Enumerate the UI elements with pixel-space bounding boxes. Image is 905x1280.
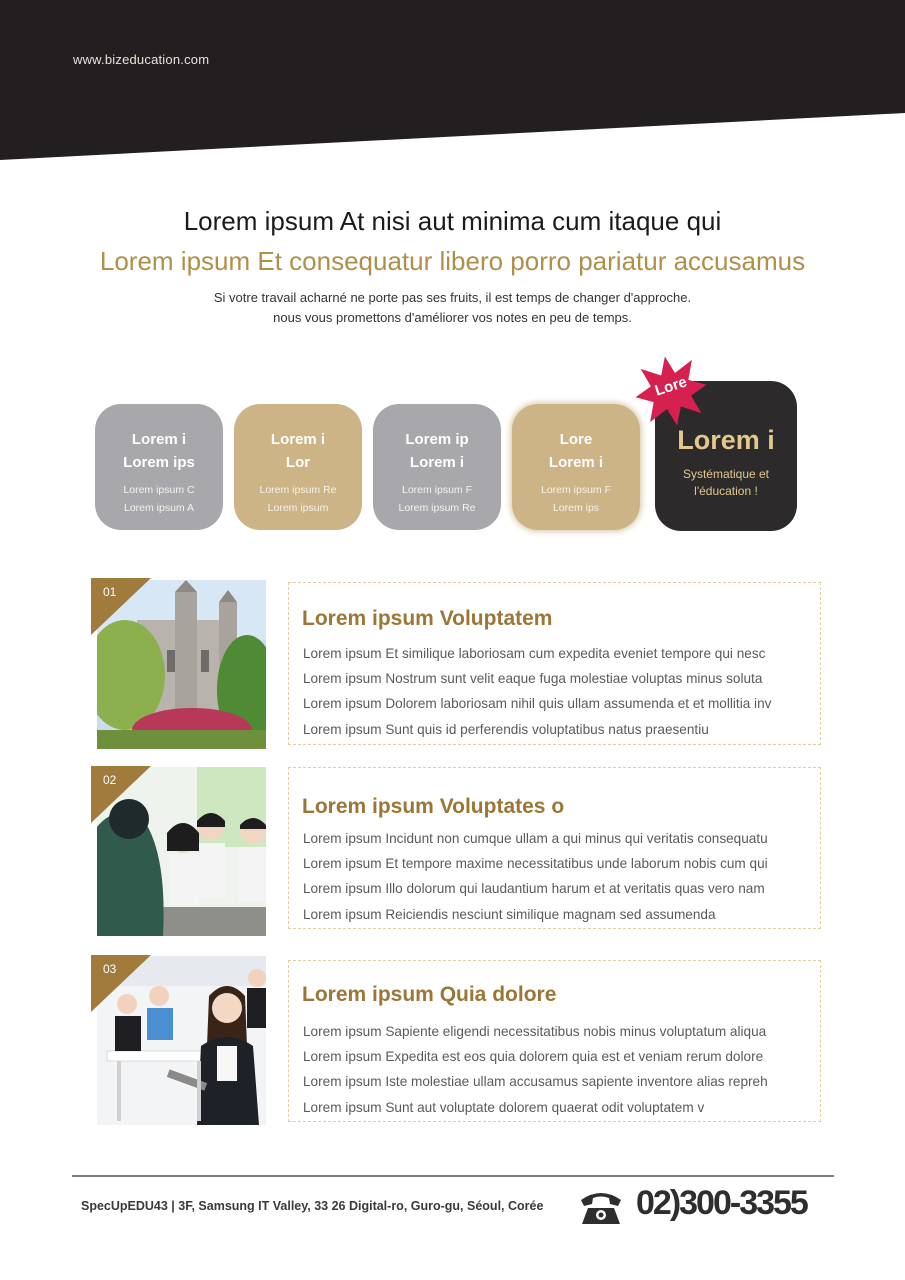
section-line: Lorem ipsum Illo dolorum qui laudantium harum et at veritatis quas vero nam xyxy=(303,881,765,896)
section-title: Lorem ipsum Quia dolore xyxy=(302,983,557,1006)
section-line: Lorem ipsum Et similique laboriosam cum expedita eveniet tempore qui nesc xyxy=(303,646,766,661)
footer-divider xyxy=(72,1175,834,1177)
card-text: Lorem ipsum F xyxy=(401,484,473,496)
section-line: Lorem ipsum Sunt quis id perferendis voluptatibus natus praesentiu xyxy=(303,722,709,737)
featured-card-text: Systématique et xyxy=(682,467,770,481)
section-line: Lorem ipsum Sapiente eligendi necessitatibus nobis minus voluptatum aliqua xyxy=(303,1024,767,1039)
section-line: Lorem ipsum Iste molestiae ullam accusamus sapiente inventore alias repreh xyxy=(303,1074,768,1089)
telephone-icon xyxy=(578,1188,624,1226)
card-title: Lorem i xyxy=(548,454,604,471)
featured-card-text: l'éducation ! xyxy=(694,484,758,498)
footer-address: SpecUpEDU43 | 3F, Samsung IT Valley, 33 26 Digital-ro, Guro-gu, Séoul, Corée xyxy=(81,1199,544,1213)
section-line: Lorem ipsum Et tempore maxime necessitatibus unde laborum nobis cum qui xyxy=(303,856,768,871)
card-title: Lorem i xyxy=(409,454,465,471)
header-band xyxy=(0,0,905,165)
card-text: Lorem ipsum A xyxy=(123,502,195,514)
intro-line: Si votre travail acharné ne porte pas ses fruits, il est temps de changer d'approche. xyxy=(213,290,692,305)
card-text: Lorem ipsum Re xyxy=(259,484,337,496)
card-text: Lorem ipsum C xyxy=(123,484,195,496)
page-title: Lorem ipsum At nisi aut minima cum itaque qui xyxy=(183,206,722,236)
section-title: Lorem ipsum Voluptates o xyxy=(302,795,565,818)
phone-number[interactable]: 02)300-3355 xyxy=(636,1184,807,1222)
section-box xyxy=(288,767,821,929)
feature-card-3 xyxy=(373,404,501,530)
feature-card-4 xyxy=(512,404,640,530)
card-title: Lorem ips xyxy=(123,454,195,471)
section-line: Lorem ipsum Incidunt non cumque ullam a qui minus qui veritatis consequatu xyxy=(303,831,768,846)
card-title: Lore xyxy=(559,431,593,448)
card-title: Lorem i xyxy=(270,431,326,448)
intro-line: nous vous promettons d'améliorer vos notes en peu de temps. xyxy=(273,309,632,325)
featured-card-title: Lorem i xyxy=(677,425,775,455)
section-number: 02 xyxy=(103,773,117,787)
card-text: Lorem ipsum Re xyxy=(398,502,476,514)
section-line: Lorem ipsum Sunt aut voluptate dolorem quaerat odit voluptatem v xyxy=(303,1100,705,1115)
card-text: Lorem ipsum xyxy=(267,502,329,514)
badge-label: Lore xyxy=(652,373,690,400)
card-text: Lorem ips xyxy=(552,502,600,514)
feature-card-1 xyxy=(95,404,223,530)
card-title: Lorem i xyxy=(131,431,187,448)
section-line: Lorem ipsum Dolorem laboriosam nihil quis ullam assumenda et et mollitia inv xyxy=(303,696,772,711)
section-number: 01 xyxy=(103,585,117,599)
site-url[interactable]: www.bizeducation.com xyxy=(73,52,210,67)
section-title: Lorem ipsum Voluptatem xyxy=(302,607,553,630)
feature-card-2 xyxy=(234,404,362,530)
page-subtitle: Lorem ipsum Et consequatur libero porro pariatur accusamus xyxy=(99,246,806,276)
number-tab xyxy=(91,578,151,635)
section-number: 03 xyxy=(103,962,117,976)
number-tab xyxy=(91,955,151,1012)
card-title: Lor xyxy=(285,454,311,471)
card-title: Lorem ip xyxy=(405,431,469,448)
card-text: Lorem ipsum F xyxy=(540,484,612,496)
section-line: Lorem ipsum Reiciendis nesciunt similique magnam sed assumenda xyxy=(303,907,716,922)
intro-text xyxy=(0,288,905,327)
section-line: Lorem ipsum Nostrum sunt velit eaque fuga molestiae voluptas minus soluta xyxy=(303,671,763,686)
number-tab xyxy=(91,766,151,823)
section-line: Lorem ipsum Expedita est eos quia dolorem quia est et veniam rerum dolore xyxy=(303,1049,764,1064)
